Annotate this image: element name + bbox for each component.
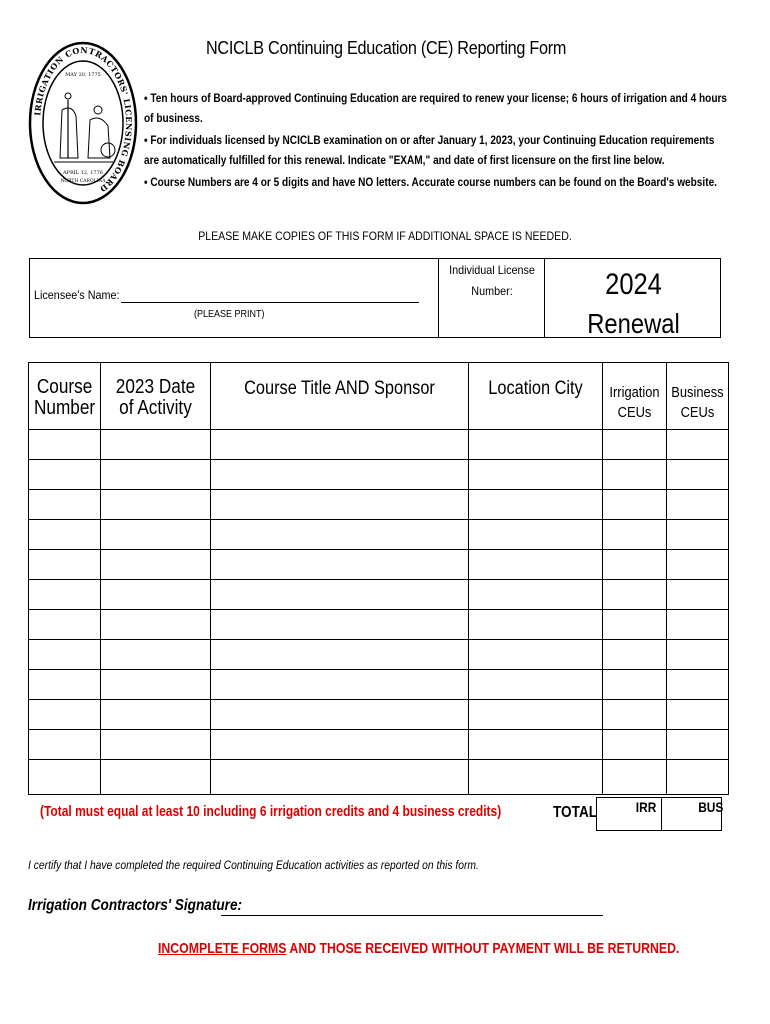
total-requirement-note: (Total must equal at least 10 including 6 irrigation credits and 4 business credits) <box>40 803 502 820</box>
cell-course-title[interactable] <box>211 520 469 550</box>
cell-location[interactable] <box>469 430 603 460</box>
cell-course-title[interactable] <box>211 670 469 700</box>
header-location: Location City <box>469 363 603 430</box>
cell-location[interactable] <box>469 490 603 520</box>
cell-date[interactable] <box>101 670 211 700</box>
cell-business-ceus[interactable] <box>667 460 729 490</box>
table-row <box>29 640 729 670</box>
cell-business-ceus[interactable] <box>667 550 729 580</box>
cell-course-number[interactable] <box>29 610 101 640</box>
renewal-year: 2024 <box>605 268 662 301</box>
cell-course-number[interactable] <box>29 430 101 460</box>
cell-business-ceus[interactable] <box>667 580 729 610</box>
cell-business-ceus[interactable] <box>667 640 729 670</box>
cell-location[interactable] <box>469 610 603 640</box>
header-date: 2023 Date of Activity <box>101 363 211 430</box>
cell-date[interactable] <box>101 640 211 670</box>
instruction-item: • Course Numbers are 4 or 5 digits and have NO letters. Accurate course numbers can be found on the Board's website. <box>144 175 717 189</box>
cell-course-title[interactable] <box>211 610 469 640</box>
table-row <box>29 460 729 490</box>
table-row <box>29 760 729 795</box>
table-header-row <box>29 363 729 430</box>
table-row <box>29 430 729 460</box>
svg-text:APRIL 12, 1776: APRIL 12, 1776 <box>63 170 103 176</box>
cell-course-number[interactable] <box>29 490 101 520</box>
warning-text: AND THOSE RECEIVED WITHOUT PAYMENT WILL BE RETURNED. <box>286 940 680 957</box>
svg-text:MAY 20, 1775: MAY 20, 1775 <box>65 72 101 78</box>
return-warning <box>158 940 679 957</box>
license-number-label: Individual License Number: <box>449 263 535 298</box>
cell-date[interactable] <box>101 700 211 730</box>
total-label: TOTAL <box>553 804 598 821</box>
signature-label: Irrigation Contractors' Signature: <box>28 897 243 914</box>
table-row <box>29 550 729 580</box>
instruction-item: • Ten hours of Board-approved Continuing Education are required to renew your license; 6 hours of irrigation and 4 hours of business. <box>144 91 728 125</box>
instructions-list <box>144 88 734 194</box>
cell-location[interactable] <box>469 760 603 795</box>
header-course-number: Course Number <box>29 363 101 430</box>
cell-course-title[interactable] <box>211 430 469 460</box>
renewal-label: Renewal <box>587 308 680 339</box>
cell-course-number[interactable] <box>29 700 101 730</box>
cell-course-title[interactable] <box>211 580 469 610</box>
cell-irrigation-ceus[interactable] <box>603 670 667 700</box>
cell-irrigation-ceus[interactable] <box>603 700 667 730</box>
cell-course-title[interactable] <box>211 640 469 670</box>
cell-business-ceus[interactable] <box>667 730 729 760</box>
cell-date[interactable] <box>101 520 211 550</box>
certification-statement: I certify that I have completed the required Continuing Education activities as reported on this form. <box>28 858 479 872</box>
table-row <box>29 580 729 610</box>
cell-date[interactable] <box>101 730 211 760</box>
cell-location[interactable] <box>469 700 603 730</box>
divider <box>438 258 439 338</box>
cell-irrigation-ceus[interactable] <box>603 610 667 640</box>
cell-irrigation-ceus[interactable] <box>603 580 667 610</box>
cell-location[interactable] <box>469 520 603 550</box>
cell-course-number[interactable] <box>29 670 101 700</box>
cell-course-number[interactable] <box>29 520 101 550</box>
cell-location[interactable] <box>469 550 603 580</box>
cell-location[interactable] <box>469 460 603 490</box>
cell-course-number[interactable] <box>29 550 101 580</box>
cell-date[interactable] <box>101 580 211 610</box>
svg-text:NORTH CAROLINA: NORTH CAROLINA <box>60 179 106 184</box>
cell-course-number[interactable] <box>29 640 101 670</box>
cell-date[interactable] <box>101 610 211 640</box>
licensee-name-field[interactable] <box>121 302 419 303</box>
irr-label: IRR <box>635 799 657 815</box>
cell-course-number[interactable] <box>29 460 101 490</box>
cell-course-number[interactable] <box>29 730 101 760</box>
header-course-title: Course Title AND Sponsor <box>211 363 469 430</box>
licensee-name-label: Licensee's Name: <box>34 288 120 302</box>
ce-activity-table <box>28 362 729 795</box>
cell-date[interactable] <box>101 550 211 580</box>
table-row <box>29 700 729 730</box>
cell-location[interactable] <box>469 640 603 670</box>
divider <box>544 258 545 338</box>
cell-course-number[interactable] <box>29 760 101 795</box>
cell-location[interactable] <box>469 730 603 760</box>
board-seal-logo <box>28 40 138 206</box>
cell-date[interactable] <box>101 760 211 795</box>
table-row <box>29 610 729 640</box>
header-business-ceus: Business CEUs <box>667 363 729 430</box>
cell-irrigation-ceus[interactable] <box>603 640 667 670</box>
table-row <box>29 490 729 520</box>
table-row <box>29 730 729 760</box>
svg-text:IRRIGATION CONTRACTORS' LICENS: IRRIGATION CONTRACTORS' LICENSING BOARD <box>32 44 135 195</box>
cell-business-ceus[interactable] <box>667 490 729 520</box>
cell-business-ceus[interactable] <box>667 430 729 460</box>
cell-business-ceus[interactable] <box>667 700 729 730</box>
cell-business-ceus[interactable] <box>667 610 729 640</box>
table-row <box>29 670 729 700</box>
cell-business-ceus[interactable] <box>667 760 729 795</box>
cell-course-title[interactable] <box>211 730 469 760</box>
cell-irrigation-ceus[interactable] <box>603 760 667 795</box>
table-row <box>29 520 729 550</box>
header-irrigation-ceus: Irrigation CEUs <box>603 363 667 430</box>
signature-field[interactable] <box>221 915 603 916</box>
instruction-item: • For individuals licensed by NCICLB examination on or after January 1, 2023, your Continuing Education requirements are automatically fulfilled for this renewal. Indicate "EXAM," and date of first licensure on the first line below. <box>144 133 715 167</box>
cell-location[interactable] <box>469 670 603 700</box>
cell-irrigation-ceus[interactable] <box>603 520 667 550</box>
cell-course-title[interactable] <box>211 490 469 520</box>
please-print-note: (PLEASE PRINT) <box>194 309 265 320</box>
cell-irrigation-ceus[interactable] <box>603 730 667 760</box>
cell-course-number[interactable] <box>29 580 101 610</box>
cell-irrigation-ceus[interactable] <box>603 430 667 460</box>
copy-note: PLEASE MAKE COPIES OF THIS FORM IF ADDITIONAL SPACE IS NEEDED. <box>198 229 572 243</box>
cell-business-ceus[interactable] <box>667 670 729 700</box>
cell-date[interactable] <box>101 490 211 520</box>
cell-irrigation-ceus[interactable] <box>603 460 667 490</box>
cell-course-title[interactable] <box>211 700 469 730</box>
form-title: NCICLB Continuing Education (CE) Reporting Form <box>206 38 567 58</box>
cell-course-title[interactable] <box>211 460 469 490</box>
warning-underlined: INCOMPLETE FORMS <box>158 940 287 957</box>
cell-date[interactable] <box>101 430 211 460</box>
cell-business-ceus[interactable] <box>667 520 729 550</box>
cell-irrigation-ceus[interactable] <box>603 550 667 580</box>
cell-irrigation-ceus[interactable] <box>603 490 667 520</box>
cell-course-title[interactable] <box>211 760 469 795</box>
cell-date[interactable] <box>101 460 211 490</box>
cell-location[interactable] <box>469 580 603 610</box>
bus-label: BUS <box>698 799 724 815</box>
cell-course-title[interactable] <box>211 550 469 580</box>
